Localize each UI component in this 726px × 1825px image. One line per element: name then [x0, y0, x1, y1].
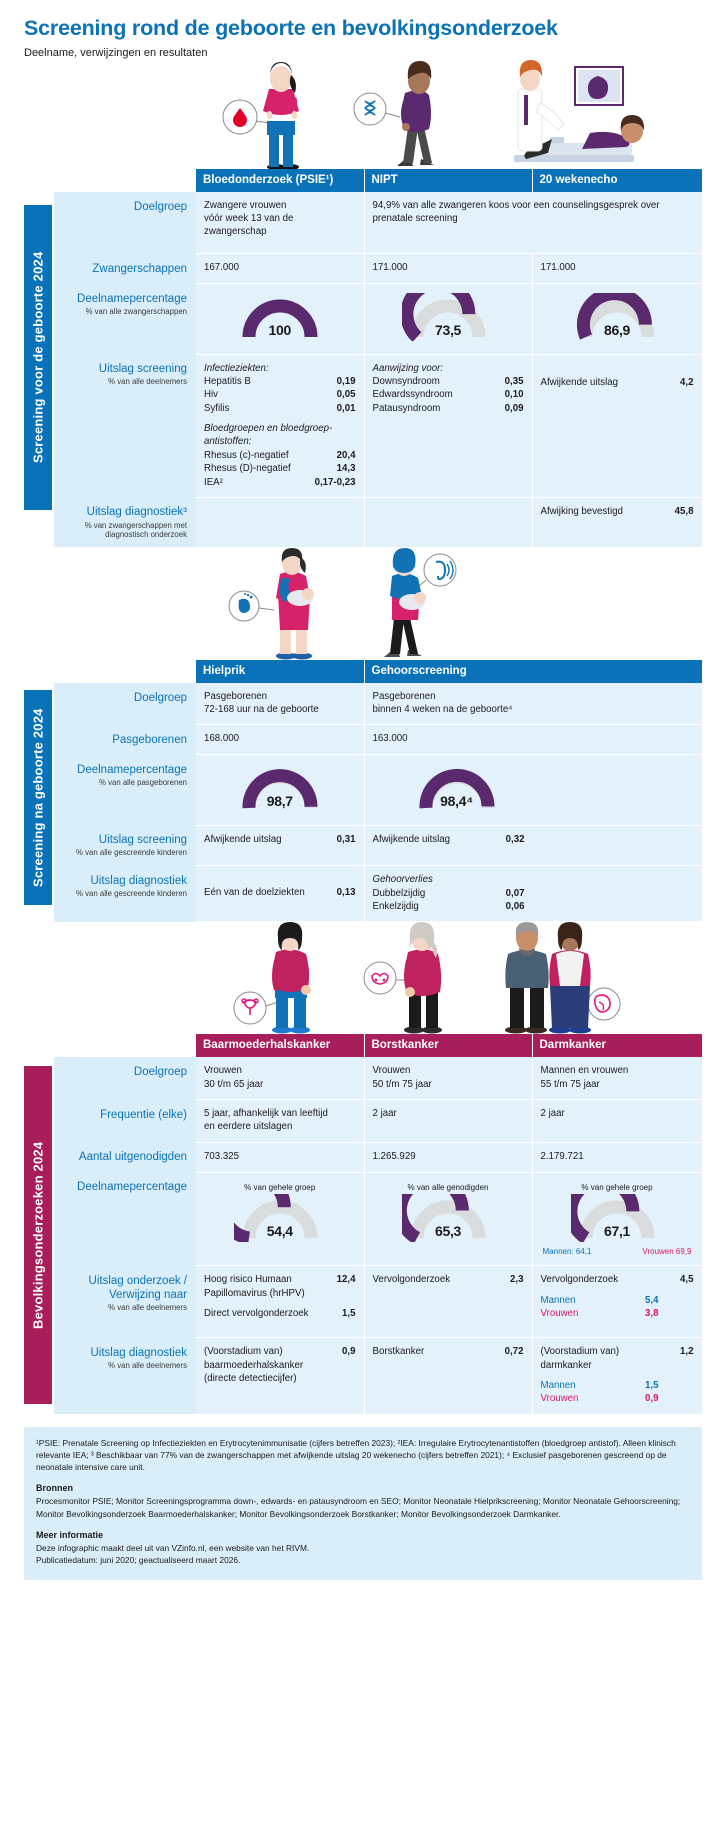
cell-zwangerschappen-c1: 167.000: [196, 254, 364, 284]
gauge-arc: [234, 764, 326, 812]
cell-uitslag-hielprik: [196, 825, 364, 865]
kv-key: Borstkanker: [372, 1346, 425, 1358]
cell-text: 5 jaar, afhankelijk van leeftijd en eerdere uitslagen: [204, 1108, 328, 1133]
kv-value: 20,4: [336, 449, 356, 461]
page-subtitle: Deelname, verwijzingen en resultaten: [24, 46, 208, 59]
kv-list-borstkanker: [373, 1345, 524, 1358]
population-table: [54, 1034, 703, 1414]
row-label-text: Doelgroep: [133, 1066, 187, 1079]
neonatal-table: [54, 660, 703, 923]
cell-doelgroep-baarmoeder: [196, 1057, 364, 1099]
kv-row: [541, 376, 694, 389]
table-row-doelgroep: [54, 1057, 702, 1099]
cell-text: Vrouwen 50 t/m 75 jaar: [372, 1065, 432, 1090]
row-label-deelnamepercentage: [54, 755, 196, 825]
column-header-nipt: NIPT: [364, 169, 532, 192]
kv-list-afwijkende-uitslag: [541, 376, 694, 389]
row-label-zwangerschappen: [54, 254, 196, 284]
gauge-caption: % van gehele groep: [581, 1182, 653, 1192]
kv-list-vervolgonderzoek-borst: [373, 1273, 524, 1286]
row-label-text: Deelnamepercentage: [77, 763, 187, 776]
spacer: [541, 1287, 694, 1294]
kv-row: [373, 388, 524, 401]
table-row-zwangerschappen: [54, 254, 702, 284]
kv-row: [204, 1345, 356, 1385]
page-title: Screening rond de geboorte en bevolkingsonderzoek: [24, 16, 558, 40]
kv-value: 45,8: [674, 505, 694, 517]
kv-list-gehoor-uitslag: [373, 833, 525, 846]
kv-key: Vrouwen: [540, 1393, 579, 1405]
cell-gauge-darm: [532, 1172, 702, 1265]
bronnen-text: Procesmonitor PSIE; Monitor Screeningsprogramma down-, edwards- en patausyndroom en SEO; Monitor Neonatale Hielprikscreening; Monitor Neonatale Gehoorscreening; Monitor Bevolkingsonderzoek Baarmoederhalskanker; Monitor Bevolkingsonderzoek Borstkanker; Monitor Bevolkingsonderzoek Darmkanker.: [36, 1496, 681, 1519]
cell-gauge-echo: [532, 284, 702, 354]
gauge-arc: [234, 1194, 326, 1242]
cell-doelgroep-borst: [364, 1057, 532, 1099]
kv-key: Eén van de doelziekten: [204, 887, 305, 899]
gauge-caption: % van alle genodigden: [407, 1182, 489, 1192]
cell-gauge-gehoor: [364, 755, 702, 825]
row-label-doelgroep: [54, 683, 196, 725]
header-spacer: [54, 660, 196, 683]
kv-row: [373, 900, 525, 913]
table-row-uitslag-diagnostiek: [54, 1338, 702, 1415]
page-header: [0, 0, 726, 59]
kv-row: [204, 833, 356, 846]
kv-value: 0,09: [504, 402, 524, 414]
gauge-value: 98,4⁴: [440, 793, 473, 810]
kv-value: 1,5: [645, 1380, 659, 1392]
kv-value: 0,05: [336, 389, 356, 401]
gauge-nipt: [373, 291, 524, 345]
table-header-row: [54, 1034, 702, 1057]
kv-list-voorstadium-baarmoeder: [204, 1345, 356, 1385]
kv-list-infectieziekten: [204, 375, 356, 415]
cell-diagnostiek-baarmoeder: [196, 1338, 364, 1415]
kv-split-darm-diagnostiek: [541, 1379, 694, 1406]
row-label-text: Aantal uitgenodigden: [78, 1151, 187, 1164]
kv-key: Rhesus (c)-negatief: [204, 449, 289, 461]
header-spacer: [54, 1034, 196, 1057]
mother-baby-heelprick-icon: [222, 548, 342, 660]
row-label-text: Uitslag screening: [98, 834, 187, 847]
cell-text: 2 jaar: [540, 1108, 565, 1120]
cell-uitgenodigden-darm: 2.179.721: [532, 1142, 702, 1172]
gauge-value: 65,3: [434, 1222, 462, 1239]
woman-nipt-dna-icon: [350, 61, 460, 169]
meer-informatie-line1: Deze infographic maakt deel uit van VZinfo.nl, een website van het RIVM.: [36, 1542, 310, 1553]
cell-doelgroep-bloedonderzoek: [196, 192, 364, 254]
kv-key: Downsyndroom: [372, 375, 440, 387]
cell-uitslag-nipt: [364, 354, 532, 497]
row-label-text: Uitslag onderzoek / Verwijzing naar: [88, 1274, 187, 1301]
kv-key: Hepatitis B: [204, 375, 251, 387]
gauge-arc: [402, 1194, 494, 1242]
row-label-uitslag-screening: [54, 354, 196, 497]
kv-row: [204, 402, 356, 415]
row-label-text: Uitslag diagnostiek³: [86, 506, 187, 519]
cell-heading: Infectieziekten:: [204, 362, 269, 374]
kv-value: 3,8: [645, 1308, 659, 1320]
illustration-band-population: [0, 922, 726, 1034]
cell-zwangerschappen-c2: 171.000: [364, 254, 532, 284]
kv-list-gehoorverlies: [373, 887, 525, 914]
row-label-sub: % van alle deelnemers: [108, 1360, 187, 1370]
section-spine-population: Bevolkingsonderzoeken 2024: [24, 1066, 52, 1404]
gauge-value: 86,9: [603, 321, 631, 338]
table-row-uitgenodigden: [54, 1142, 702, 1172]
cell-heading: Bloedgroepen en bloedgroep- antistoffen:: [204, 423, 333, 448]
gauge-20wekenecho: [541, 291, 694, 345]
kv-key: IEA²: [204, 476, 223, 488]
kv-list-doelziekten: [204, 886, 356, 899]
kv-row: [204, 449, 356, 462]
gauge-arc: [571, 293, 663, 341]
woman-blood-test-icon: [212, 61, 322, 169]
table-row-uitslag-diagnostiek: [54, 866, 702, 922]
kv-value: 0,31: [336, 833, 356, 845]
kv-value: 5,4: [645, 1294, 659, 1306]
column-header-borstkanker: Borstkanker: [364, 1034, 532, 1057]
gauge-value: 73,5: [434, 321, 462, 338]
cell-diagnostiek-gehoor: [364, 866, 702, 922]
row-label-text: Deelnamepercentage: [77, 292, 187, 305]
illustration-band-prenatal: [0, 59, 726, 169]
footer-notes: [24, 1427, 702, 1580]
row-label-text: Uitslag diagnostiek: [90, 1346, 187, 1359]
gauge-gehoorscreening: [373, 762, 541, 816]
couple-bowel-screening-icon: [492, 922, 632, 1034]
kv-value: 14,3: [336, 463, 356, 475]
row-label-pasgeborenen: [54, 725, 196, 755]
row-label-sub: % van alle zwangerschappen: [85, 306, 187, 316]
gauge-caption: % van gehele groep: [244, 1182, 316, 1192]
kv-key: Edwardssyndroom: [372, 389, 453, 401]
cell-doelgroep-darm: [532, 1057, 702, 1099]
kv-value: 0,01: [336, 402, 356, 414]
cell-zwangerschappen-c3: 171.000: [532, 254, 702, 284]
kv-list-afwijking-bevestigd: [541, 505, 694, 518]
kv-key: Afwijkende uitslag: [372, 833, 451, 845]
gauge-value: 54,4: [266, 1222, 293, 1239]
cell-pasgeborenen-hielprik: 168.000: [196, 725, 364, 755]
table-row-uitslag-screening: [54, 825, 702, 865]
kv-value: 4,2: [680, 376, 694, 388]
kv-value: 12,4: [336, 1274, 356, 1286]
cell-diagnostiek-bloedonderzoek: [196, 497, 364, 547]
kv-value: 0,35: [504, 375, 524, 387]
cell-text: Pasgeborenen 72-168 uur na de geboorte: [204, 690, 319, 716]
row-label-text: Pasgeborenen: [112, 733, 187, 746]
gauge-baarmoederhalskanker: [204, 1180, 356, 1246]
row-label-sub: % van alle pasgeborenen: [99, 777, 187, 787]
cell-gauge-baarmoeder: [196, 1172, 364, 1265]
kv-value: 0,17-0,23: [314, 476, 356, 488]
cell-gauge-hielprik: [196, 755, 364, 825]
row-label-text: Uitslag diagnostiek: [90, 874, 187, 887]
cell-frequentie-darm: [532, 1100, 702, 1143]
row-label-text: Zwangerschappen: [92, 262, 187, 275]
row-label-deelnamepercentage: [54, 1172, 196, 1265]
spacer: [541, 362, 694, 376]
bronnen-title: Bronnen: [36, 1483, 73, 1494]
header-spacer: [54, 169, 196, 192]
table-row-uitslag-screening: [54, 354, 702, 497]
kv-row-sub: [541, 1294, 659, 1307]
row-label-uitslag-diagnostiek: [54, 1338, 196, 1415]
woman-cervical-screening-icon: [220, 922, 340, 1034]
kv-value: 0,72: [504, 1346, 524, 1358]
meer-informatie-section: [36, 1529, 690, 1566]
cell-text: 94,9% van alle zwangeren koos voor een counselingsgesprek over prenatale screening: [372, 199, 660, 225]
kv-list-vervolgonderzoek-darm: [541, 1273, 694, 1286]
cell-doelgroep-gehoor: [364, 683, 702, 725]
cell-frequentie-borst: [364, 1100, 532, 1143]
row-label-sub: % van zwangerschappen met diagnostisch onderzoek: [84, 520, 187, 539]
mother-baby-hearing-screen-icon: [352, 548, 472, 660]
prenatal-table: [54, 169, 703, 548]
kv-value: 2,3: [510, 1274, 524, 1286]
cell-diagnostiek-nipt: [364, 497, 532, 547]
kv-row: [373, 1273, 524, 1286]
kv-key: Vervolgonderzoek: [540, 1274, 619, 1286]
column-header-bloedonderzoek: Bloedonderzoek (PSIE¹): [196, 169, 364, 192]
cell-uitslag-bloedonderzoek: [196, 354, 364, 497]
cell-gauge-borst: [364, 1172, 532, 1265]
table-row-deelnamepercentage: [54, 1172, 702, 1265]
row-label-frequentie: [54, 1100, 196, 1143]
kv-key: (Voorstadium van) darmkanker: [540, 1346, 620, 1371]
cell-uitslag-echo: [532, 354, 702, 497]
cell-text: Pasgeborenen binnen 4 weken na de geboorte⁴: [372, 690, 513, 716]
cell-heading: Aanwijzing voor:: [372, 362, 444, 374]
cell-gauge-bloedonderzoek: [196, 284, 364, 354]
table-row-doelgroep: [54, 192, 702, 254]
column-header-gehoorscreening: Gehoorscreening: [364, 660, 702, 683]
kv-row: [373, 402, 524, 415]
cell-diagnostiek-borst: [364, 1338, 532, 1415]
kv-row: [204, 388, 356, 401]
kv-row: [204, 476, 356, 489]
footnotes-text: ¹PSIE: Prenatale Screening op Infectieziekten en Erytrocytenimmunisatie (cijfers betreffen 2023); ²IEA: Irregulaire Erytrocytenantistoffen (bloedgroep antistof). Alleen klinisch relevante IEA; ³ Beschikbaar van 77% van de zwangerschappen met afwijkende uitslag 20 wekenecho (cijfers betreffen 2021); ⁴ Exclusief pasgeborenen gescreend op de neonatale intensive care unit.: [36, 1437, 676, 1473]
kv-key: Dubbelzijdig: [372, 887, 426, 899]
kv-key: Hiv: [204, 389, 218, 401]
row-label-sub: % van alle gescreende kinderen: [76, 848, 187, 858]
cell-onderzoek-borst: [364, 1266, 532, 1338]
column-header-hielprik: Hielprik: [196, 660, 364, 683]
row-label-text: Frequentie (elke): [100, 1108, 187, 1121]
kv-row-sub: [541, 1307, 659, 1320]
kv-key: Patausyndroom: [372, 402, 441, 414]
kv-key: Vrouwen: [540, 1308, 579, 1320]
gauge-arc: [402, 293, 494, 341]
gauge-value: 100: [268, 321, 291, 338]
kv-list-bloedgroepen: [204, 449, 356, 489]
section-neonatal: [0, 660, 726, 923]
gauge-split-men: Mannen: 64,1: [542, 1247, 592, 1257]
kv-value: 1,5: [342, 1308, 356, 1320]
kv-value: 0,19: [336, 375, 356, 387]
table-row-frequentie: [54, 1100, 702, 1143]
gauge-split-labels: [541, 1246, 694, 1257]
meer-informatie-line2: Publicatiedatum: juni 2020; geactualiseerd maart 2026.: [36, 1554, 241, 1565]
table-row-uitslag-diagnostiek: [54, 497, 702, 547]
kv-row: [204, 1273, 356, 1300]
cell-uitslag-gehoor: [364, 825, 702, 865]
column-header-baarmoederhalskanker: Baarmoederhalskanker: [196, 1034, 364, 1057]
table-header-row: [54, 169, 702, 192]
spacer: [204, 415, 356, 422]
kv-value: 0,9: [645, 1393, 659, 1405]
cell-uitgenodigden-borst: 1.265.929: [364, 1142, 532, 1172]
illustration-band-neonatal: [0, 548, 726, 660]
row-label-uitslag-screening: [54, 825, 196, 865]
cell-doelgroep-hielprik: [196, 683, 364, 725]
row-label-uitslag-diagnostiek: [54, 497, 196, 547]
kv-value: 0,32: [505, 833, 525, 845]
kv-value: 1,2: [680, 1346, 694, 1358]
kv-row: [373, 1345, 524, 1358]
kv-row: [204, 375, 356, 388]
kv-key: Mannen: [540, 1294, 576, 1306]
kv-key: Enkelzijdig: [372, 900, 419, 912]
kv-key: Direct vervolgonderzoek: [204, 1308, 309, 1320]
kv-row: [204, 1307, 356, 1320]
cell-uitgenodigden-baarmoeder: 703.325: [196, 1142, 364, 1172]
cell-diagnostiek-echo: [532, 497, 702, 547]
gauge-arc: [234, 293, 326, 341]
kv-value: 0,07: [505, 887, 525, 899]
cell-text: Vrouwen 30 t/m 65 jaar: [204, 1065, 264, 1090]
kv-list-hielprik-uitslag: [204, 833, 356, 846]
woman-breast-screening-icon: [352, 922, 472, 1034]
table-row-doelgroep: [54, 683, 702, 725]
row-label-sub: % van alle deelnemers: [108, 1302, 187, 1312]
row-label-sub: % van alle deelnemers: [108, 377, 187, 387]
kv-list-hrhpv: [204, 1273, 356, 1320]
kv-row: [373, 375, 524, 388]
kv-key: Afwijkende uitslag: [204, 833, 282, 845]
kv-row: [541, 1273, 694, 1286]
row-label-text: Uitslag screening: [98, 363, 187, 376]
cell-pasgeborenen-gehoor: 163.000: [364, 725, 702, 755]
kv-row: [373, 833, 525, 846]
kv-key: Mannen: [540, 1380, 576, 1392]
kv-row: [373, 887, 525, 900]
cell-heading: Gehoorverlies: [372, 874, 433, 886]
cell-text: Zwangere vrouwen vóór week 13 van de zwangerschap: [204, 199, 294, 238]
kv-key: Hoog risico Humaan Papillomavirus (hrHPV): [204, 1274, 305, 1299]
ultrasound-scan-icon: [480, 59, 655, 169]
cell-diagnostiek-hielprik: [196, 866, 364, 922]
row-label-sub: % van alle gescreende kinderen: [76, 888, 187, 898]
kv-row: [541, 1345, 694, 1372]
column-header-20wekenecho: 20 wekenecho: [532, 169, 702, 192]
gauge-value: 98,7: [266, 793, 293, 810]
section-spine-neonatal: Screening na geboorte 2024: [24, 690, 52, 905]
table-row-deelnamepercentage: [54, 755, 702, 825]
gauge-hielprik: [204, 762, 356, 816]
kv-row: [541, 505, 694, 518]
meer-informatie-title: Meer informatie: [36, 1529, 104, 1540]
kv-value: 0,13: [336, 887, 356, 899]
row-label-deelnamepercentage: [54, 284, 196, 354]
kv-key: (Voorstadium van) baarmoederhalskanker (directe detectiecijfer): [204, 1346, 304, 1385]
cell-onderzoek-darm: [532, 1266, 702, 1338]
kv-row-sub: [541, 1379, 659, 1392]
row-label-doelgroep: [54, 192, 196, 254]
kv-key: Rhesus (D)-negatief: [204, 463, 291, 475]
row-label-text: Doelgroep: [133, 691, 187, 704]
section-spine-prenatal: Screening voor de geboorte 2024: [24, 205, 52, 510]
table-row-uitslag-onderzoek: [54, 1266, 702, 1338]
kv-key: Afwijking bevestigd: [540, 505, 623, 517]
section-prenatal: [0, 169, 726, 548]
cell-doelgroep-nipt-echo: [364, 192, 702, 254]
row-label-text: Doelgroep: [133, 200, 187, 213]
row-label-uitslag-onderzoek: [54, 1266, 196, 1338]
kv-list-voorstadium-darm: [541, 1345, 694, 1372]
cell-gauge-nipt: [364, 284, 532, 354]
table-row-pasgeborenen: [54, 725, 702, 755]
gauge-split-women: Vrouwen 69,9: [642, 1247, 692, 1257]
kv-value: 0,06: [505, 900, 525, 912]
spacer: [541, 1372, 694, 1379]
cell-text: Mannen en vrouwen 55 t/m 75 jaar: [540, 1065, 629, 1090]
cell-frequentie-baarmoeder: [196, 1100, 364, 1143]
column-header-darmkanker: Darmkanker: [532, 1034, 702, 1057]
kv-key: Afwijkende uitslag: [540, 376, 619, 388]
kv-list-aanwijzing: [373, 375, 524, 415]
row-label-doelgroep: [54, 1057, 196, 1099]
spacer: [204, 873, 356, 886]
bronnen-section: [36, 1482, 690, 1519]
row-label-uitslag-diagnostiek: [54, 866, 196, 922]
gauge-darmkanker: [541, 1180, 694, 1257]
row-label-uitgenodigden: [54, 1142, 196, 1172]
kv-key: Vervolgonderzoek: [372, 1274, 451, 1286]
section-population: [0, 1034, 726, 1414]
kv-value: 0,10: [504, 389, 524, 401]
gauge-bloedonderzoek: [204, 291, 356, 345]
kv-value: 0,9: [342, 1346, 356, 1358]
kv-row: [204, 886, 356, 899]
gauge-borstkanker: [373, 1180, 524, 1246]
kv-split-darm-onderzoek: [541, 1294, 694, 1321]
gauge-value: 67,1: [603, 1222, 631, 1239]
row-label-text: Deelnamepercentage: [77, 1181, 187, 1194]
kv-row-sub: [541, 1392, 659, 1405]
kv-row: [204, 462, 356, 475]
table-row-deelnamepercentage: [54, 284, 702, 354]
cell-onderzoek-baarmoeder: [196, 1266, 364, 1338]
kv-value: 4,5: [680, 1274, 694, 1286]
table-header-row: [54, 660, 702, 683]
cell-diagnostiek-darm: [532, 1338, 702, 1415]
gauge-arc: [411, 764, 503, 812]
gauge-arc: [571, 1194, 663, 1242]
kv-key: Syfilis: [204, 402, 230, 414]
cell-text: 2 jaar: [372, 1108, 397, 1120]
